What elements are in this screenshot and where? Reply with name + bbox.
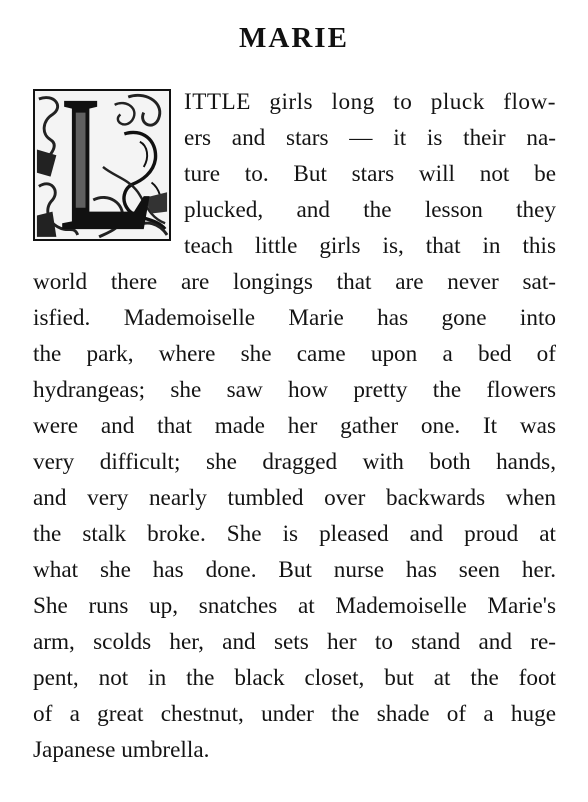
text-line-4: plucked, and the lesson they	[184, 197, 556, 223]
text-line-14: what she has done. But nurse has seen her.	[33, 557, 556, 583]
text-line-3: ture to. But stars will not be	[184, 161, 556, 187]
text-line-6: world there are longings that are never sat-	[33, 269, 556, 295]
text-line-17: pent, not in the black closet, but at the foot	[33, 665, 556, 691]
text-line-7: isfied. Mademoiselle Marie has gone into	[33, 305, 556, 331]
text-line-8: the park, where she came upon a bed of	[33, 341, 556, 367]
text-line-18: of a great chestnut, under the shade of a huge	[33, 701, 556, 727]
text-line-10: were and that made her gather one. It was	[33, 413, 556, 439]
text-line-5: teach little girls is, that in this	[184, 233, 556, 259]
text-line-11: very difficult; she dragged with both hands,	[33, 449, 556, 475]
text-line-1: ITTLE girls long to pluck flow-	[184, 89, 556, 115]
ornamental-drop-cap-l	[33, 89, 171, 241]
text-line-19: Japanese umbrella.	[33, 737, 210, 763]
text-line-12: and very nearly tumbled over backwards when	[33, 485, 556, 511]
drop-cap-illustration	[35, 91, 169, 239]
text-line-16: arm, scolds her, and sets her to stand and re-	[33, 629, 556, 655]
text-line-2: ers and stars — it is their na-	[184, 125, 556, 151]
text-line-13: the stalk broke. She is pleased and proud at	[33, 521, 556, 547]
chapter-title: MARIE	[239, 22, 349, 54]
text-line-9: hydrangeas; she saw how pretty the flowers	[33, 377, 556, 403]
text-line-15: She runs up, snatches at Mademoiselle Marie's	[33, 593, 556, 619]
